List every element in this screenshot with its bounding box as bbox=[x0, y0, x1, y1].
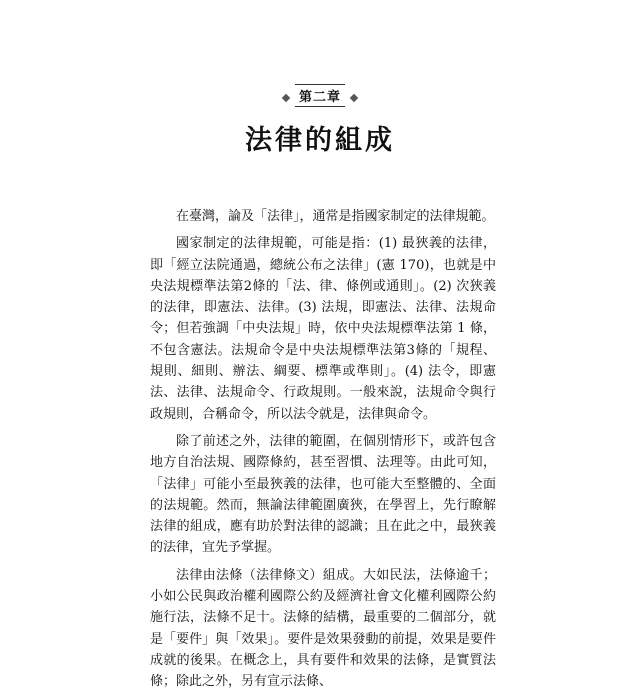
chapter-label-text: 第二章 bbox=[295, 84, 345, 107]
chapter-title: 法律的組成 bbox=[245, 125, 395, 156]
body-text bbox=[150, 206, 496, 699]
diamond-ornament-icon bbox=[282, 93, 290, 101]
paragraph: 國家制定的法律規範，可能是指：(1) 最狹義的法律，即「經立法院通過，總統公布之法律」(憲 170)，也就是中央法規標準法第2條的「法、律、條例或通則」。(2) 次狹義的法律，即憲法、法律。(3) 法規，即憲法、法律、法規命令；但若強調「中央法規」時，依中央法規標準法第 1 條，不包含憲法。法規命令是中央法規標準法第3條的「規程、規則、細則、辦法、綱要、標準或準則」。(4) 法令，即憲法、法律、法規命令、行政規則。一般來說，法規命令與行政規則，合稱命令，所以法令就是，法律與命令。 bbox=[150, 236, 496, 422]
paragraph: 法律由法條（法律條文）組成。大如民法，法條逾千；小如公民與政治權利國際公約及經濟社會文化權利國際公約施行法，法條不足十。法條的結構，最重要的二個部分，就是「要件」與「效果」。要件是效果發動的前提，效果是要件成就的後果。在概念上，具有要件和效果的法條，是實質法條；除此之外，另有宣示法條、 bbox=[150, 567, 496, 690]
chapter-label bbox=[0, 84, 640, 107]
paragraph: 在臺灣，論及「法律」，通常是指國家制定的法律規範。 bbox=[176, 209, 495, 224]
diamond-ornament-icon bbox=[350, 93, 358, 101]
paragraph: 除了前述之外，法律的範圍，在個別情形下，或許包含地方自治法規、國際條約，甚至習慣、法理等。由此可知，「法律」可能小至最狹義的法律，也可能大至整體的、全面的法規範。然而，無論法律範圍廣狹，在學習上，先行瞭解法律的組成，應有助於對法律的認識；且在此之中，最狹義的法律，宜先予掌握。 bbox=[150, 433, 496, 556]
